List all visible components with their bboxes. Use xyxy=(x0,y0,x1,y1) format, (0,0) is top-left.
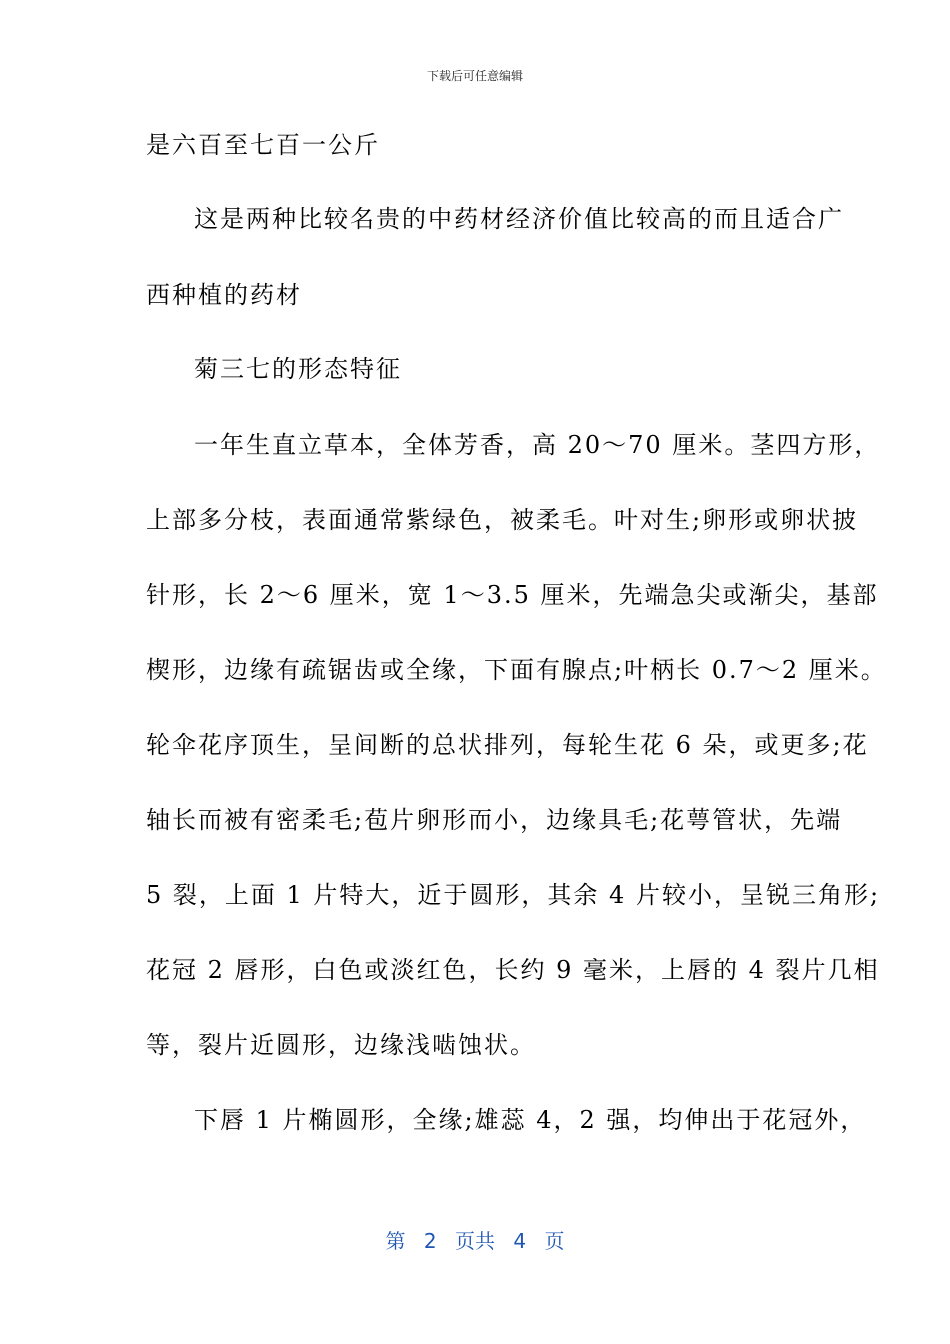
header-note: 下载后可任意编辑 xyxy=(426,69,523,83)
text-line-8: 楔形，边缘有疏锯齿或全缘，下面有腺点;叶柄长 0.7～2 厘米。 xyxy=(146,656,887,684)
text-line-1: 是六百至七百一公斤 xyxy=(146,131,380,159)
text-line-11: 5 裂，上面 1 片特大，近于圆形，其余 4 片较小，呈锐三角形; xyxy=(146,881,881,909)
footer-total-pages: 4 xyxy=(513,1229,527,1253)
text-line-7: 针形，长 2～6 厘米，宽 1～3.5 厘米，先端急尖或渐尖，基部 xyxy=(146,581,879,609)
footer-suffix: 页 xyxy=(544,1229,565,1253)
section-heading: 菊三七的形态特征 xyxy=(194,355,402,383)
text-line-3: 西种植的药材 xyxy=(146,281,302,309)
text-line-10: 轴长而被有密柔毛;苞片卵形而小，边缘具毛;花萼管状，先端 xyxy=(146,806,843,834)
footer-page-number: 2 xyxy=(423,1229,437,1253)
text-line-5: 一年生直立草本，全体芳香，高 20～70 厘米。茎四方形， xyxy=(194,431,881,459)
text-line-14: 下唇 1 片椭圆形，全缘;雄蕊 4，2 强，均伸出于花冠外， xyxy=(194,1106,867,1134)
text-line-6: 上部多分枝，表面通常紫绿色，被柔毛。叶对生;卵形或卵状披 xyxy=(146,506,859,534)
text-line-13: 等，裂片近圆形，边缘浅啮蚀状。 xyxy=(146,1031,536,1059)
text-line-9: 轮伞花序顶生，呈间断的总状排列，每轮生花 6 朵，或更多;花 xyxy=(146,731,869,759)
page-footer xyxy=(0,1225,950,1254)
text-line-2: 这是两种比较名贵的中药材经济价值比较高的而且适合广 xyxy=(194,205,844,233)
text-line-12: 花冠 2 唇形，白色或淡红色，长约 9 毫米，上唇的 4 裂片几相 xyxy=(146,956,880,984)
footer-prefix: 第 xyxy=(385,1229,406,1253)
footer-middle: 页共 xyxy=(455,1229,495,1253)
